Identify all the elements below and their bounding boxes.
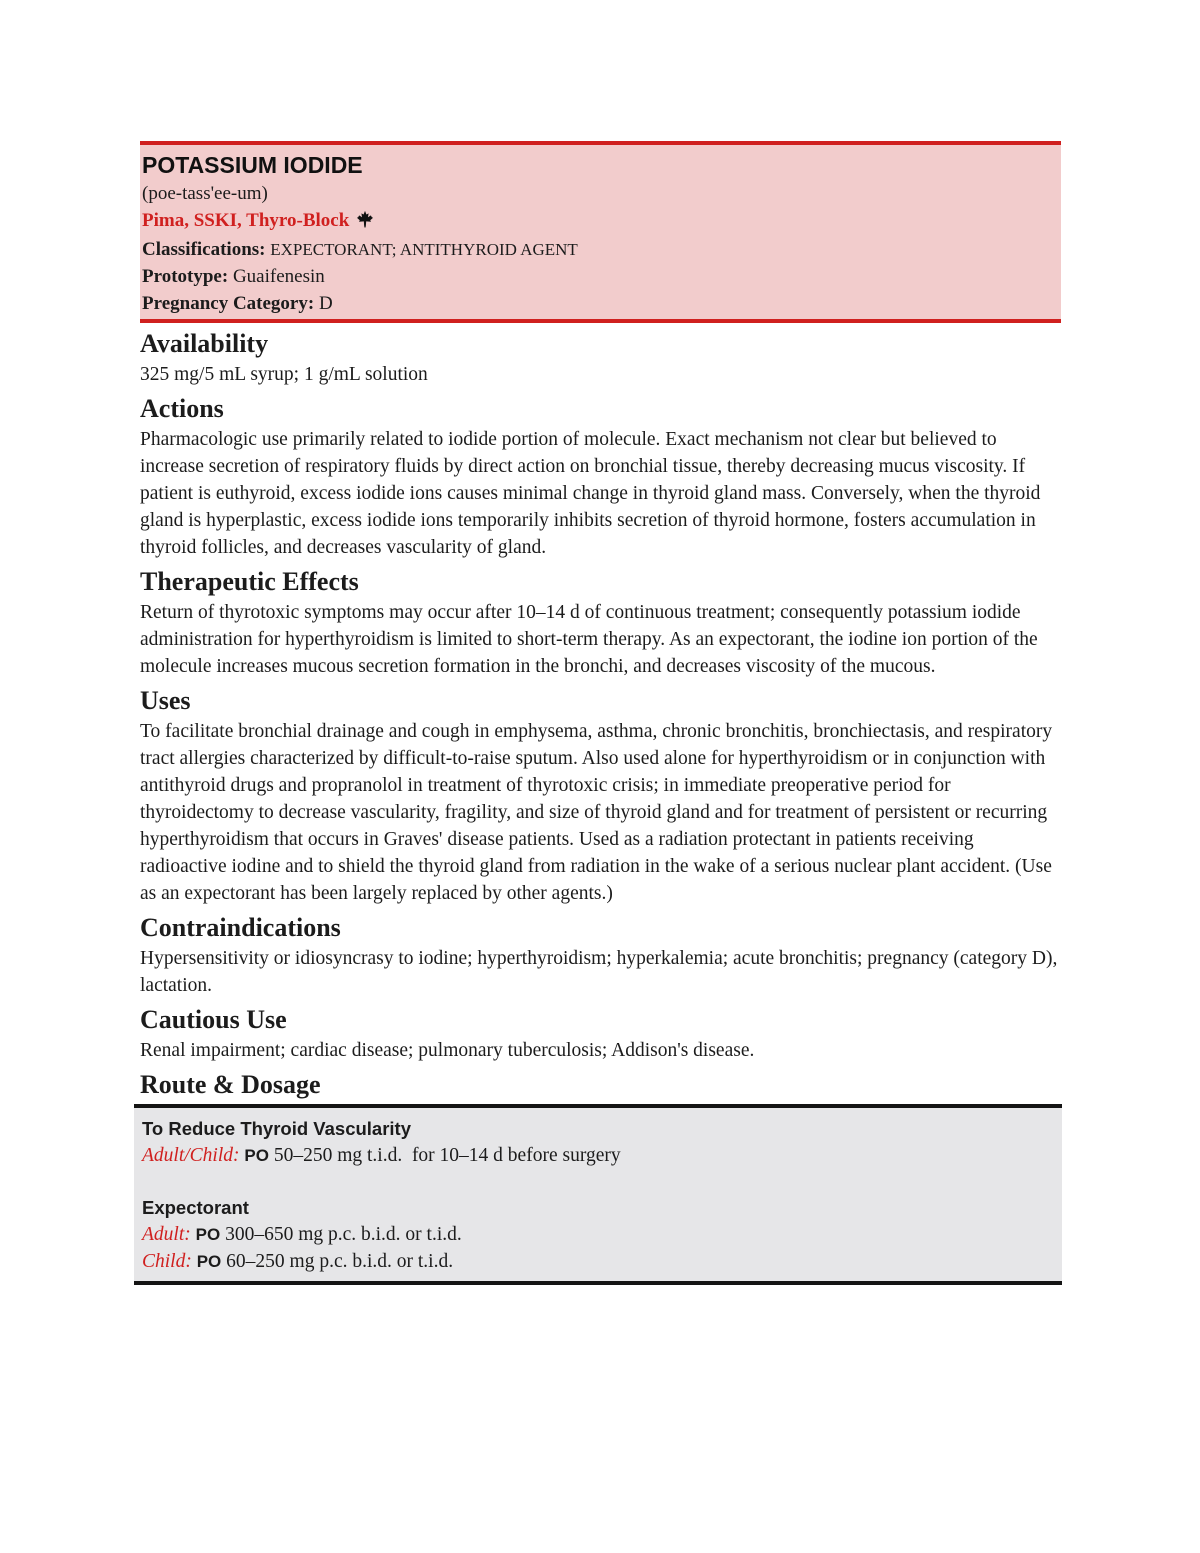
- trade-names: Pima, SSKI, Thyro-Block: [142, 210, 350, 231]
- route-dosage-heading: Route & Dosage: [140, 1070, 321, 1099]
- dosage-thyroid-heading: To Reduce Thyroid Vascularity: [142, 1118, 412, 1139]
- classifications-label: Classifications:: [142, 239, 266, 260]
- contraindications-heading: Contraindications: [140, 913, 341, 942]
- uses-text: To facilitate bronchial drainage and cough in emphysema, asthma, chronic bronchitis, bronchiectasis, and respiratory tract allergies characterized by difficult-to-raise sputum. Also used alone for hyperthyroidism or in conjunction with antithyroid drugs and propranolol in treatment of thyrotoxic crisis; in immediate preoperative period for thyroidectomy to decrease vascularity, fragility, and size of thyroid gland and for treatment of persistent or recurring hyperthyroidism that occurs in Graves' disease patients. Used as a radiation protectant in patients receiving radioactive iodine and to shield the thyroid gland from radiation in the wake of a serious nuclear plant accident. (Use as an expectorant has been largely replaced by other agents.): [140, 721, 1053, 904]
- dosage-population: Adult/Child:: [142, 1145, 240, 1166]
- availability-heading: Availability: [140, 329, 269, 358]
- dosage-population: Child:: [142, 1251, 192, 1272]
- prototype-value: Guaifenesin: [232, 266, 325, 287]
- dosage-expectorant-heading: Expectorant: [142, 1197, 249, 1218]
- contraindications-text: Hypersensitivity or idiosyncrasy to iodine; hyperthyroidism; hyperkalemia; acute bronchitis; pregnancy (category D), lactation.: [140, 948, 1058, 996]
- dosage-amount: 300–650 mg p.c. b.i.d. or t.i.d.: [225, 1224, 462, 1245]
- dosage-amount: 50–250 mg t.i.d. for 10–14 d before surgery: [273, 1145, 621, 1166]
- dosage-population: Adult:: [142, 1224, 191, 1245]
- trade-names-row: [142, 207, 1061, 236]
- pronunciation: (poe-tass'ee-um): [142, 183, 268, 204]
- dosage-line: [142, 1221, 1062, 1248]
- uses-heading: Uses: [140, 686, 191, 715]
- actions-text: Pharmacologic use primarily related to iodide portion of molecule. Exact mechanism not clear but believed to increase secretion of respiratory fluids by direct action on bronchial tissue, thereby decreasing mucus viscosity. If patient is euthyroid, excess iodide ions causes minimal change in thyroid gland mass. Conversely, when the thyroid gland is hyperplastic, excess iodide ions temporarily inhibits secretion of thyroid hormone, fosters accumulation in thyroid follicles, and decreases vascularity of gland.: [140, 429, 1041, 558]
- drug-header: [140, 141, 1061, 323]
- maple-leaf-icon: [356, 209, 374, 236]
- drug-name: POTASSIUM IODIDE: [142, 152, 363, 178]
- availability-text: 325 mg/5 mL syrup; 1 g/mL solution: [140, 364, 428, 385]
- dosage-route: PO: [196, 1252, 222, 1271]
- dosage-route: PO: [195, 1225, 221, 1244]
- dosage-box: [134, 1104, 1062, 1285]
- pregnancy-row: [142, 290, 1061, 317]
- cautious-use-text: Renal impairment; cardiac disease; pulmonary tuberculosis; Addison's disease.: [140, 1040, 755, 1061]
- pregnancy-label: Pregnancy Category:: [142, 293, 315, 314]
- classifications-value: EXPECTORANT; ANTITHYROID AGENT: [270, 240, 578, 259]
- therapeutic-effects-heading: Therapeutic Effects: [140, 567, 359, 596]
- classifications-row: [142, 236, 1061, 263]
- dosage-route: PO: [244, 1146, 269, 1165]
- drug-monograph: [140, 141, 1059, 1285]
- dosage-line: [142, 1248, 1062, 1275]
- prototype-label: Prototype:: [142, 266, 229, 287]
- cautious-use-heading: Cautious Use: [140, 1005, 287, 1034]
- dosage-line: [142, 1142, 1062, 1169]
- dosage-amount: 60–250 mg p.c. b.i.d. or t.i.d.: [226, 1251, 454, 1272]
- pregnancy-value: D: [318, 293, 333, 314]
- prototype-row: [142, 263, 1061, 290]
- therapeutic-effects-text: Return of thyrotoxic symptoms may occur after 10–14 d of continuous treatment; consequently potassium iodide administration for hyperthyroidism is limited to short-term therapy. As an expectorant, the iodine ion portion of the molecule increases mucous secretion formation in the bronchi, and decreases viscosity of the mucous.: [140, 602, 1038, 677]
- actions-heading: Actions: [140, 394, 224, 423]
